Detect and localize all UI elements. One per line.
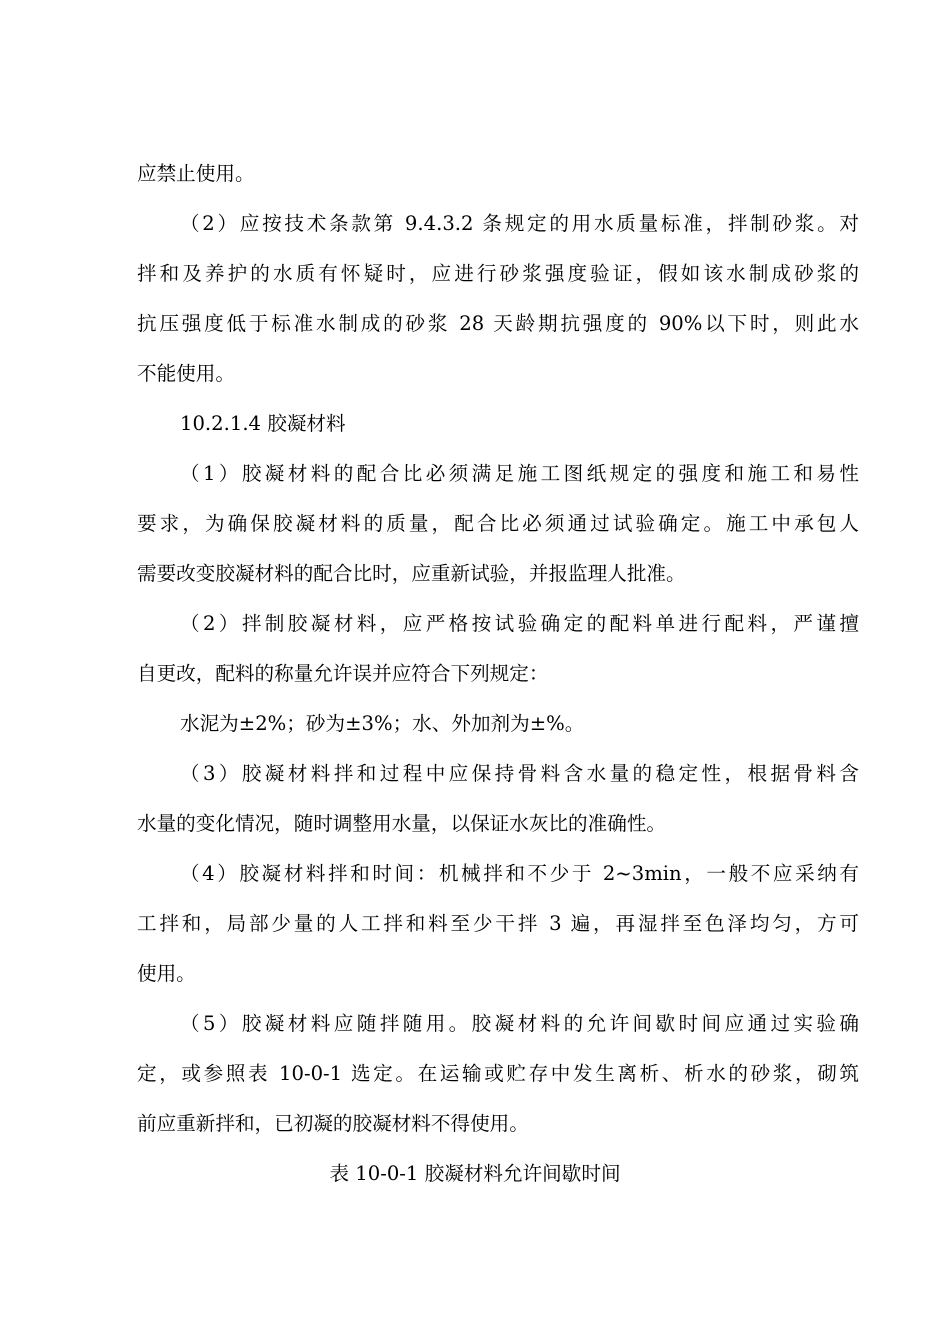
text-line: 需要改变胶凝材料的配合比时，应重新试验，并报监理人批准。 (137, 562, 686, 585)
text-line: 要求，为确保胶凝材料的质量，配合比必须通过试验确定。施工中承包人 (137, 512, 859, 535)
text-line: （4）胶凝材料拌和时间：机械拌和不少于 2~3min，一般不应采纳有 (180, 862, 859, 885)
text-line: 应禁止使用。 (137, 162, 255, 185)
text-line: 定，或参照表 10-0-1 选定。在运输或贮存中发生离析、析水的砂浆，砌筑 (137, 1062, 859, 1085)
table-caption: 表 10-0-1 胶凝材料允许间歇时间 (329, 1162, 621, 1185)
text-line: 使用。 (137, 962, 196, 985)
text-line: 抗压强度低于标准水制成的砂浆 28 天龄期抗强度的 90%以下时，则此水 (137, 312, 859, 335)
text-line: （2）应按技术条款第 9.4.3.2 条规定的用水质量标准，拌制砂浆。对 (180, 212, 859, 235)
text-line: （5）胶凝材料应随拌随用。胶凝材料的允许间歇时间应通过实验确 (180, 1012, 859, 1035)
text-line: 拌和及养护的水质有怀疑时，应进行砂浆强度验证，假如该水制成砂浆的 (137, 262, 859, 285)
text-line: 水泥为±2%；砂为±3%；水、外加剂为±%。 (180, 712, 585, 735)
text-line: 自更改，配料的称量允许误并应符合下列规定： (137, 662, 549, 685)
text-line: 不能使用。 (137, 362, 235, 385)
text-line: （3）胶凝材料拌和过程中应保持骨料含水量的稳定性，根据骨料含 (180, 762, 859, 785)
text-line: 工拌和，局部少量的人工拌和料至少干拌 3 遍，再湿拌至色泽均匀，方可 (137, 912, 859, 935)
text-line: 前应重新拌和，已初凝的胶凝材料不得使用。 (137, 1112, 529, 1135)
text-line: 水量的变化情况，随时调整用水量，以保证水灰比的准确性。 (137, 812, 667, 835)
section-heading: 10.2.1.4 胶凝材料 (180, 412, 346, 435)
text-line: （2）拌制胶凝材料，应严格按试验确定的配料单进行配料，严谨擅 (180, 612, 859, 635)
text-line: （1）胶凝材料的配合比必须满足施工图纸规定的强度和施工和易性 (180, 462, 859, 485)
